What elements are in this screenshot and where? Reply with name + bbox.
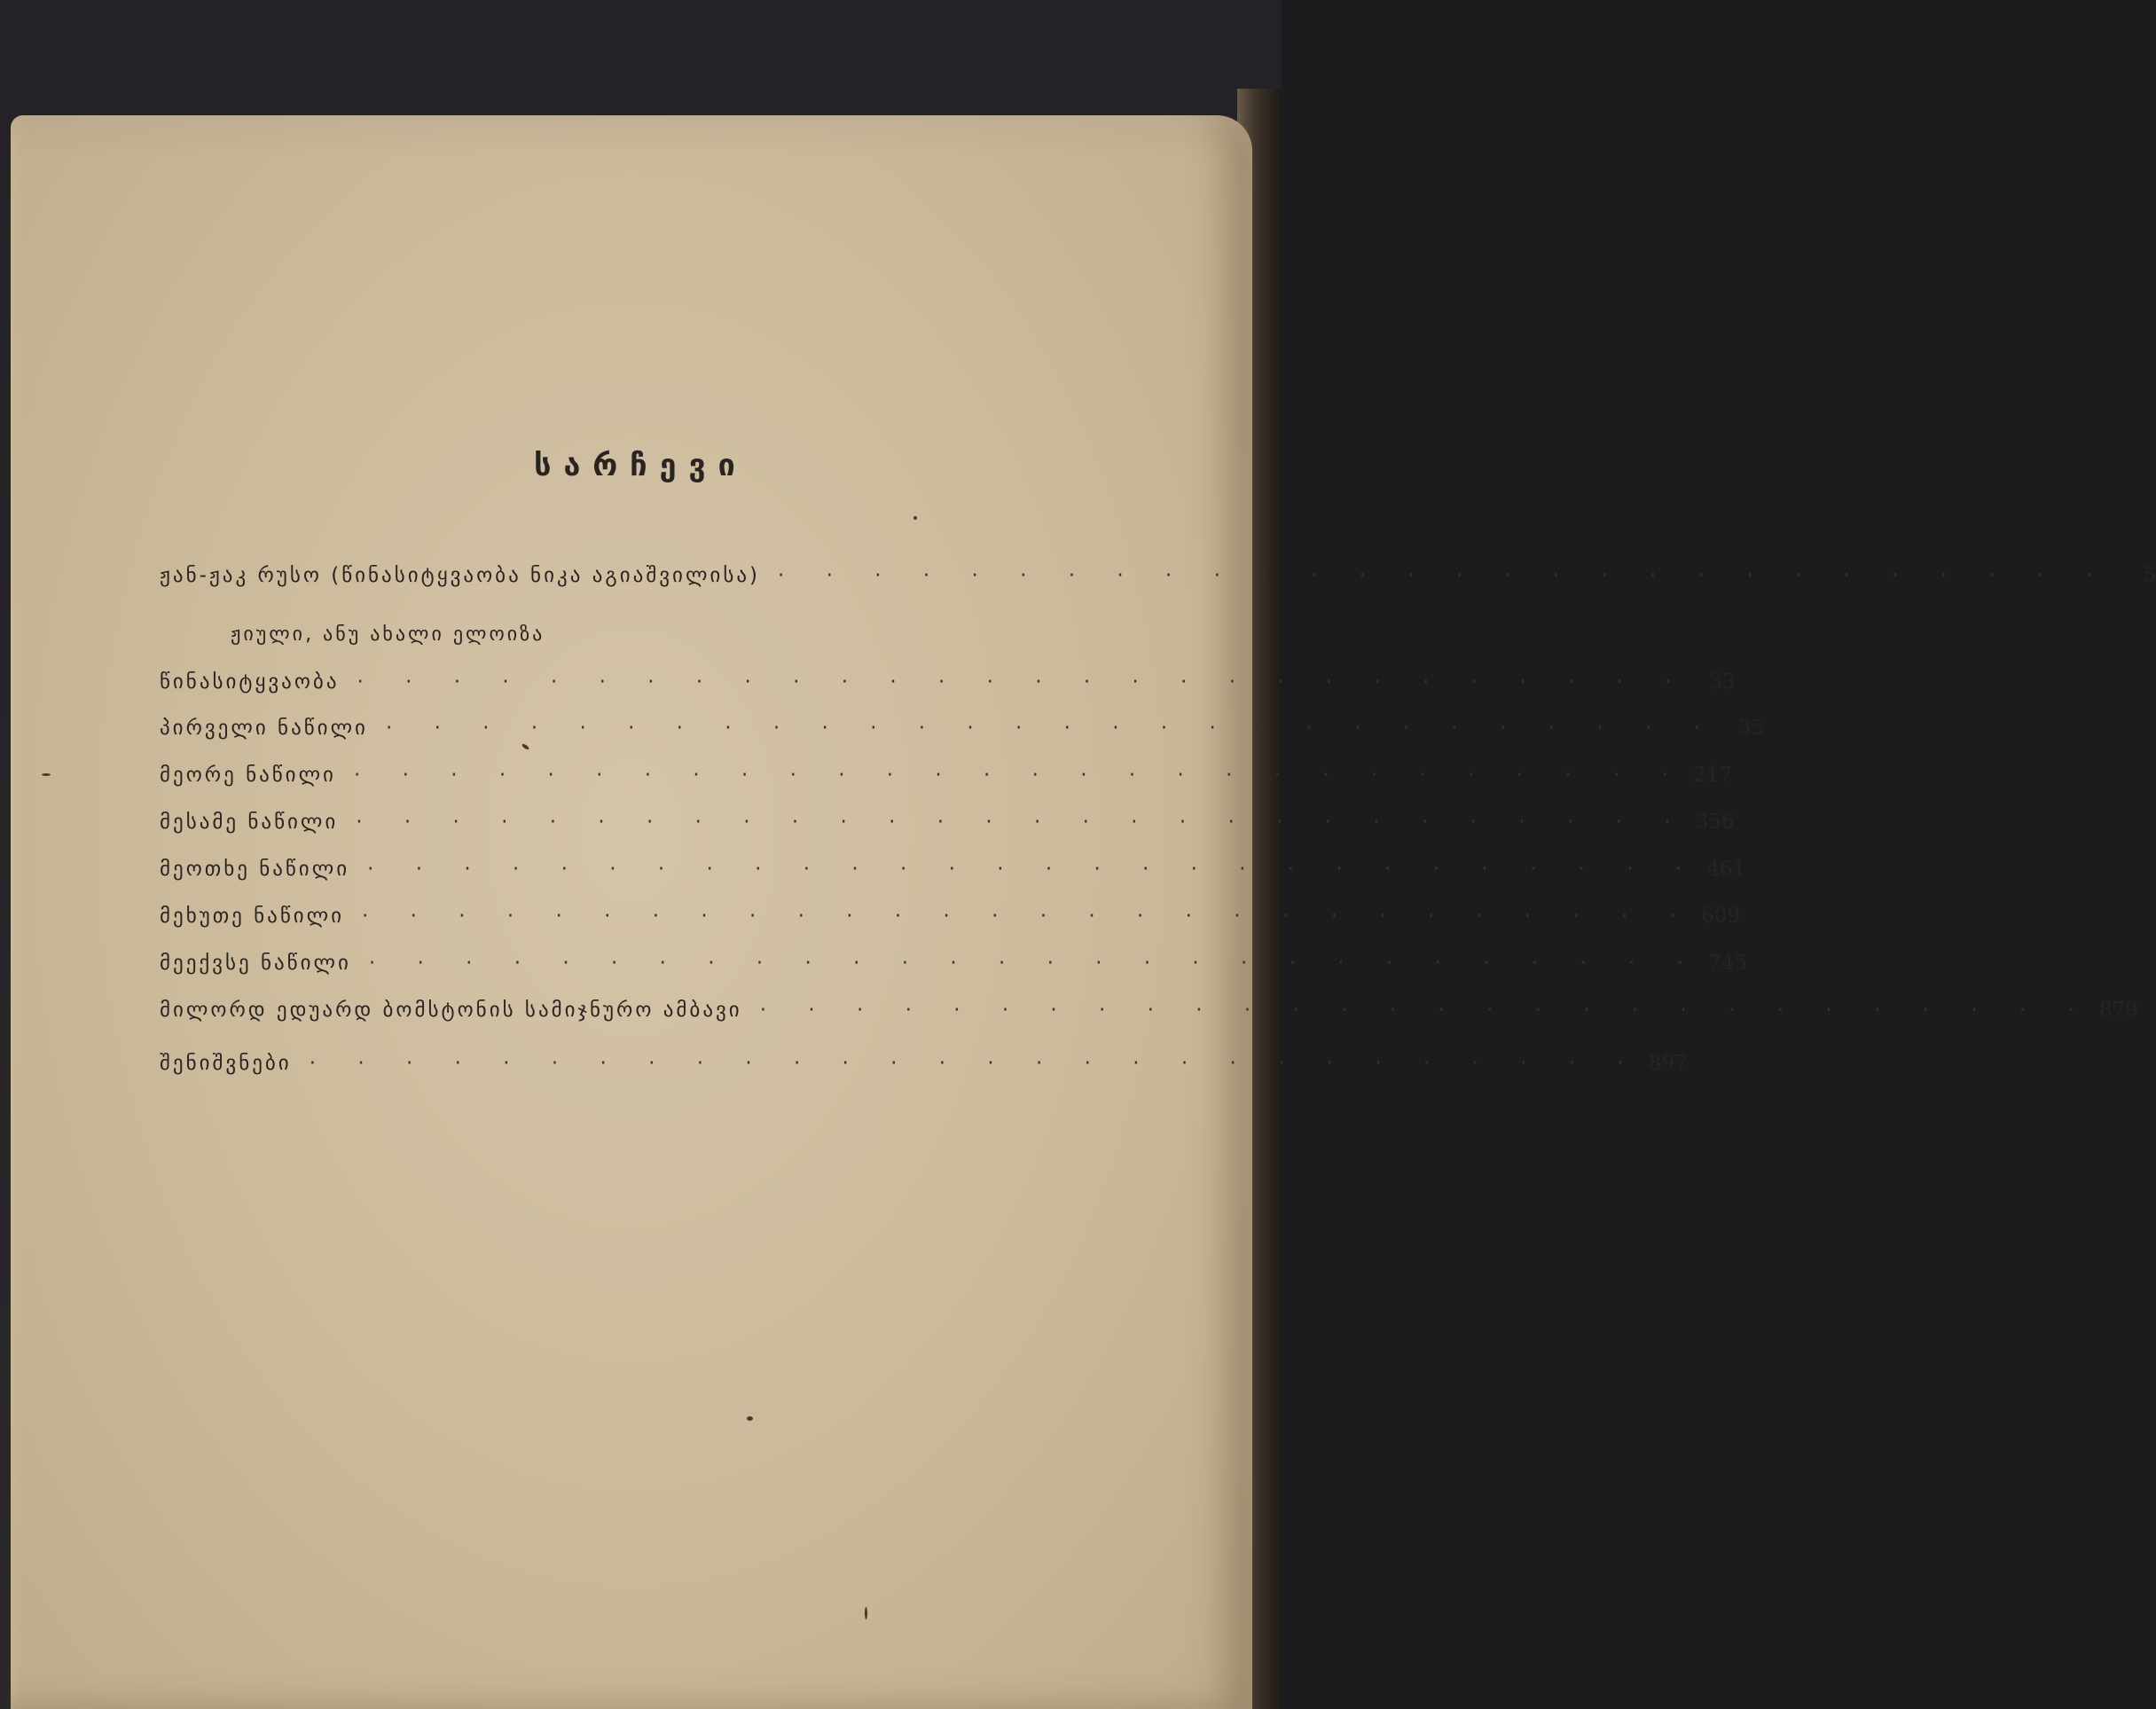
paper-speck: [865, 1607, 867, 1619]
toc-entry-page: 609: [1701, 905, 1741, 928]
toc-entry-part-6: [160, 952, 1747, 984]
toc-entry-part-3: [160, 811, 1735, 843]
toc-entry-page: 745: [1708, 952, 1747, 975]
toc-entry-page: 217: [1693, 764, 1733, 787]
toc-entry-label: მეორე ნაწილი: [160, 764, 336, 787]
dot-leader: · · · · · · · · · · · · · · · · · · · · · · · · · · · ·: [367, 858, 1700, 881]
dot-leader: · · · · · · · · · · · · · · · · · · · · · · · · · · · ·: [778, 564, 2111, 587]
table-of-contents: [160, 0, 2156, 1709]
toc-entry-label: მესამე ნაწილი: [160, 811, 339, 834]
page-title: სარჩევი: [534, 448, 748, 483]
toc-entry-label: შენიშვნები: [160, 1052, 292, 1075]
dot-leader: · · · · · · · · · · · · · · · · · · · · · · · · · · · ·: [357, 670, 1690, 694]
dot-leader: · · · · · · · · · · · · · · · · · · · · · · · · · · · ·: [759, 999, 2092, 1022]
toc-entry-part-5: [160, 905, 1741, 937]
toc-entry-page: 897: [1648, 1052, 1688, 1075]
toc-entry-bomston: [160, 999, 2138, 1031]
toc-entry-page: 33: [1709, 670, 1736, 694]
dot-leader: · · · · · · · · · · · · · · · · · · · · · · · · · · · ·: [385, 717, 1719, 740]
toc-entry-part-1: [160, 717, 1765, 749]
paper-speck: [747, 1416, 753, 1421]
toc-entry-part-2: [160, 764, 1733, 796]
dot-leader: · · · · · · · · · · · · · · · · · · · · · · · · · · · ·: [362, 905, 1695, 928]
dot-leader: · · · · · · · · · · · · · · · · · · · · · · · · · · · ·: [353, 764, 1687, 787]
toc-entry-preface: [160, 670, 1736, 702]
toc-entry-label: მეხუთე ნაწილი: [160, 905, 345, 928]
toc-entry-notes: [160, 1052, 1688, 1084]
toc-entry-label: წინასიტყვაობა: [160, 670, 340, 694]
toc-entry-page: 879: [2098, 999, 2138, 1022]
toc-entry-page: 356: [1695, 811, 1735, 834]
toc-entry-page: 461: [1706, 858, 1746, 881]
toc-entry-label: მეოთხე ნაწილი: [160, 858, 350, 881]
paper-speck: [913, 516, 917, 520]
paper-speck: [42, 773, 51, 776]
toc-entry-label: ჟან-ჟაკ რუსო (წინასიტყვაობა ნიკა აგიაშვილისა): [160, 564, 760, 587]
toc-entry-page: 5: [2143, 564, 2156, 587]
toc-entry-label: მეექვსე ნაწილი: [160, 952, 351, 975]
toc-entry-part-4: [160, 858, 1746, 890]
toc-entry-rousseau: [160, 564, 2156, 596]
toc-entry-label: პირველი ნაწილი: [160, 717, 368, 740]
dot-leader: · · · · · · · · · · · · · · · · · · · · · · · · · · · ·: [356, 811, 1689, 834]
dot-leader: · · · · · · · · · · · · · · · · · · · · · · · · · · · ·: [309, 1052, 1642, 1075]
toc-subheading: ჟიული, ანუ ახალი ელოიზა: [231, 623, 545, 646]
dot-leader: · · · · · · · · · · · · · · · · · · · · · · · · · · · ·: [368, 952, 1701, 975]
toc-entry-page: 35: [1737, 717, 1765, 740]
toc-entry-label: მილორდ ედუარდ ბომსტონის სამიჯნურო ამბავი: [160, 999, 742, 1022]
